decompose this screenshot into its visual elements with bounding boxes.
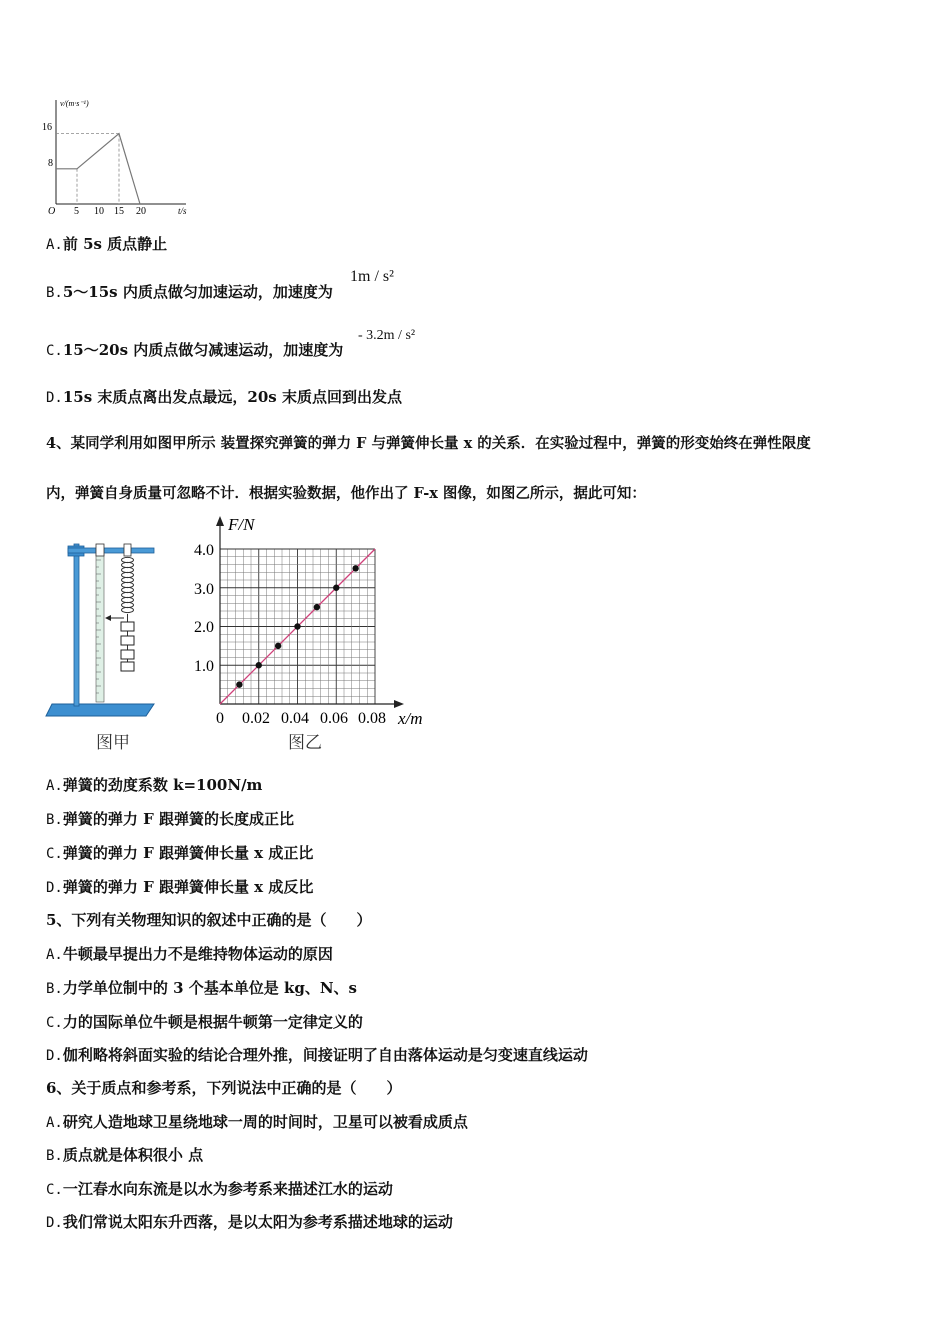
q4-stem-line1: 4、某同学利用如图甲所示 装置探究弹簧的弹力 F 与弹簧伸长量 x 的关系．在实验过程中，弹簧的形变始终在弹性限度 (46, 435, 811, 452)
vt-x-tick-5: 5 (74, 206, 79, 217)
option-prefix: A. (46, 778, 63, 794)
q6-stem: 6、关于质点和参考系，下列说法中正确的是（ ） (46, 1079, 402, 1097)
option-prefix: D. (46, 1048, 63, 1064)
vt-data-line (56, 134, 140, 204)
fx-x-arrow (394, 700, 404, 708)
spring-coil (122, 592, 134, 597)
spring-coil (122, 572, 134, 577)
ruler-holder (96, 544, 104, 556)
vt-y-label: v/(m·s⁻¹) (60, 99, 89, 108)
spring-coil (122, 557, 134, 562)
option-text: 弹簧的弹力 F 跟弹簧的长度成正比 (62, 810, 294, 828)
hanging-weights (121, 614, 134, 671)
option-prefix: A. (46, 947, 63, 963)
q6-option-a (46, 1112, 468, 1133)
option-text: 弹簧的弹力 F 跟弹簧伸长量 x 成正比 (62, 844, 314, 862)
option-text: 研究人造地球卫星绕地球一周的时间时，卫星可以被看成质点 (62, 1113, 468, 1131)
q5-option-c (46, 1012, 363, 1033)
option-prefix: B. (46, 285, 63, 301)
fx-x-tick: 0.06 (320, 710, 348, 727)
q6-option-d (46, 1212, 453, 1233)
option-prefix: C. (46, 343, 63, 359)
option-text: 质点就是体积很小 点 (62, 1146, 204, 1164)
weight-block (121, 650, 134, 659)
q6-option-c (46, 1179, 393, 1200)
fx-x-tick: 0.02 (242, 710, 270, 727)
weight-block (121, 662, 134, 671)
spring-coil (122, 597, 134, 602)
fx-y-tick: 3.0 (194, 581, 214, 598)
q5-stem: 5、下列有关物理知识的叙述中正确的是（ ） (46, 911, 372, 929)
fx-x-tick: 0.04 (281, 710, 309, 727)
spring-coil (122, 602, 134, 607)
fig-b-caption: 图乙 (288, 733, 322, 753)
fx-origin: 0 (216, 710, 224, 727)
option-text: 我们常说太阳东升西落，是以太阳为参考系描述地球的运动 (62, 1213, 453, 1231)
vt-y-tick-8: 8 (48, 158, 53, 169)
option-text: 力的国际单位牛顿是根据牛顿第一定律定义的 (62, 1013, 363, 1031)
q4-option-b (46, 809, 294, 830)
spring-coil (122, 577, 134, 582)
option-text: 牛顿最早提出力不是维持物体运动的原因 (62, 945, 333, 963)
q5-option-d (46, 1045, 588, 1066)
fig-a-caption: 图甲 (96, 733, 130, 753)
option-prefix: B. (46, 1148, 63, 1164)
fx-data-point (236, 681, 242, 687)
q3-option-b (46, 282, 333, 303)
velocity-time-graph (40, 92, 200, 217)
spring-coil (122, 567, 134, 572)
option-prefix: D. (46, 1215, 63, 1231)
pointer-arrowhead (105, 615, 111, 621)
vt-x-label: t/s (178, 206, 187, 216)
option-prefix: D. (46, 390, 63, 406)
fx-data-point (256, 662, 262, 668)
fx-x-tick: 0.08 (358, 710, 386, 727)
q4-option-c (46, 843, 313, 864)
option-prefix: A. (46, 1115, 63, 1131)
vt-y-tick-16: 16 (42, 122, 52, 133)
ruler (96, 554, 104, 702)
option-prefix: C. (46, 1015, 63, 1031)
spring-coil (122, 582, 134, 587)
vt-x-tick-20: 20 (136, 206, 146, 217)
spring-apparatus-figure (44, 526, 174, 752)
force-extension-chart (190, 512, 440, 727)
spring-coils (122, 557, 134, 612)
spring-coil (122, 587, 134, 592)
q6-option-b (46, 1145, 203, 1166)
option-prefix: B. (46, 981, 63, 997)
option-prefix: A. (46, 237, 63, 253)
option-text: 一江春水向东流是以水为参考系来描述江水的运动 (62, 1180, 393, 1198)
option-text: 5～15s 内质点做匀加速运动，加速度为 (62, 283, 333, 301)
q3-option-a (46, 234, 167, 255)
option-prefix: D. (46, 880, 63, 896)
q5-option-a (46, 944, 333, 965)
q4-stem-line2: 内，弹簧自身质量可忽略不计．根据实验数据，他作出了 F-x 图像，如图乙所示，据此可知： (46, 485, 646, 502)
fx-data-point (294, 623, 300, 629)
option-prefix: C. (46, 1182, 63, 1198)
vt-origin: O (48, 206, 56, 217)
fx-data-point (275, 643, 281, 649)
fx-y-tick: 1.0 (194, 658, 214, 675)
fx-data-point (333, 585, 339, 591)
option-prefix: B. (46, 812, 63, 828)
spring-coil (122, 562, 134, 567)
vt-x-tick-10: 10 (94, 206, 104, 217)
option-text: 弹簧的劲度系数 k=100N/m (62, 776, 263, 794)
fx-y-arrow (216, 516, 224, 526)
apparatus-base (46, 704, 154, 716)
q5-option-b (46, 978, 357, 999)
option-text: 前 5s 质点静止 (62, 235, 168, 253)
weight-block (121, 636, 134, 645)
q4-option-d (46, 877, 313, 898)
spring-holder (124, 544, 131, 556)
fx-y-tick: 2.0 (194, 619, 214, 636)
option-prefix: C. (46, 846, 63, 862)
apparatus-stand (74, 544, 79, 706)
q3-option-c (46, 340, 343, 361)
q3-option-b-math: 1m / s² (350, 268, 394, 285)
option-text: 伽利略将斜面实验的结论合理外推，间接证明了自由落体运动是匀变速直线运动 (62, 1046, 588, 1064)
q4-option-a (46, 775, 262, 796)
q3-option-c-math: - 3.2m / s² (358, 328, 416, 343)
fx-data-point (352, 565, 358, 571)
fx-y-tick: 4.0 (194, 542, 214, 559)
option-text: 15～20s 内质点做匀减速运动，加速度为 (62, 341, 344, 359)
vt-x-tick-15: 15 (114, 206, 124, 217)
fx-data-point (314, 604, 320, 610)
option-text: 力学单位制中的 3 个基本单位是 kg、N、s (62, 979, 358, 997)
fx-x-label: x/m (398, 709, 423, 727)
option-text: 弹簧的弹力 F 跟弹簧伸长量 x 成反比 (62, 878, 314, 896)
q3-option-d (46, 387, 402, 408)
apparatus-arm (68, 548, 154, 553)
weight-block (121, 622, 134, 631)
spring-coil (122, 607, 134, 612)
fx-y-label: F/N (228, 515, 255, 534)
option-text: 15s 末质点离出发点最远，20s 末质点回到出发点 (62, 388, 402, 406)
